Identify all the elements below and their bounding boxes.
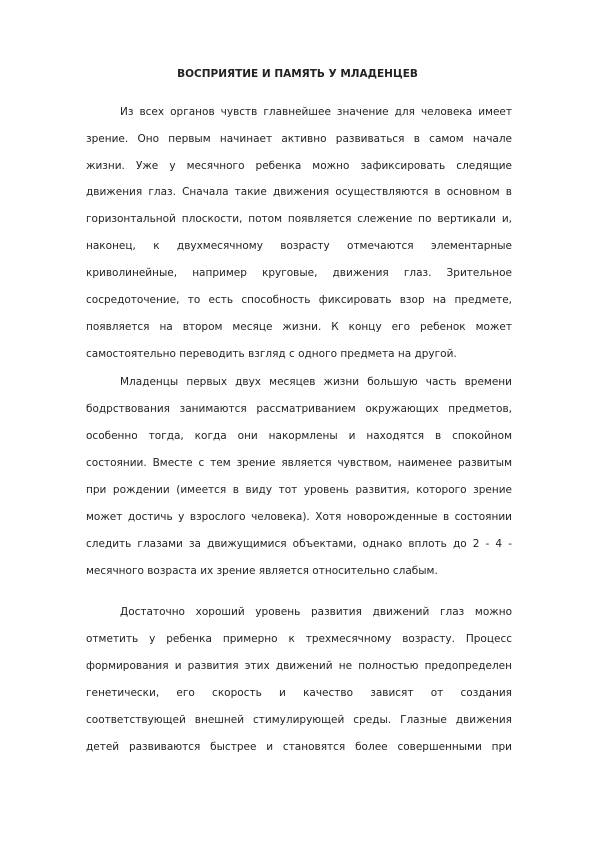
paragraph-1-line-8: сосредоточение, то есть способность фиксировать взор на предмете, [86,294,512,306]
paragraph-2-line-5: при рождении (имеется в виду тот уровень развития, которого зрение [86,484,512,496]
paragraph-3-line-5: соответствующей внешней стимулирующей среды. Глазные движения [86,714,512,726]
paragraph-1-line-2: зрение. Оно первым начинает активно развиваться в самом начале [86,133,512,145]
paragraph-3-line-1: Достаточно хороший уровень развития движений глаз можно [120,606,512,618]
paragraph-2-line-4: состоянии. Вместе с тем зрение является чувством, наименее развитым [86,457,512,469]
paragraph-3-line-6: детей развиваются быстрее и становятся более совершенными при [86,741,512,753]
paragraph-2-line-6: может достичь у взрослого человека). Хотя новорожденные в состоянии [86,511,512,523]
paragraph-1-line-1: Из всех органов чувств главнейшее значение для человека имеет [120,106,512,118]
paragraph-1-line-10: самостоятельно переводить взгляд с одного предмета на другой. [86,348,457,360]
paragraph-1-line-9: появляется на втором месяце жизни. К концу его ребенок может [86,321,512,333]
paragraph-3-line-4: генетически, его скорость и качество зависят от создания [86,687,512,699]
paragraph-2-line-8: месячного возраста их зрение является относительно слабым. [86,565,438,577]
paragraph-2-line-3: особенно тогда, когда они накормлены и находятся в спокойном [86,430,512,442]
paragraph-2-line-7: следить глазами за движущимися объектами, однако вплоть до 2 - 4 - [86,538,512,550]
document-title: ВОСПРИЯТИЕ И ПАМЯТЬ У МЛАДЕНЦЕВ [177,68,418,80]
paragraph-2-line-1: Младенцы первых двух месяцев жизни большую часть времени [120,376,512,388]
paragraph-1-line-4: движения глаз. Сначала такие движения осуществляются в основном в [86,186,512,198]
paragraph-1-line-3: жизни. Уже у месячного ребенка можно зафиксировать следящие [86,160,512,172]
paragraph-2-line-2: бодрствования занимаются рассматриванием окружающих предметов, [86,403,512,415]
paragraph-3-line-2: отметить у ребенка примерно к трехмесячному возрасту. Процесс [86,633,512,645]
paragraph-3-line-3: формирования и развития этих движений не полностью предопределен [86,660,512,672]
paragraph-1-line-5: горизонтальной плоскости, потом появляется слежение по вертикали и, [86,213,512,225]
paragraph-1-line-7: криволинейные, например круговые, движения глаз. Зрительное [86,267,512,279]
paragraph-1-line-6: наконец, к двухмесячному возрасту отмечаются элементарные [86,240,512,252]
